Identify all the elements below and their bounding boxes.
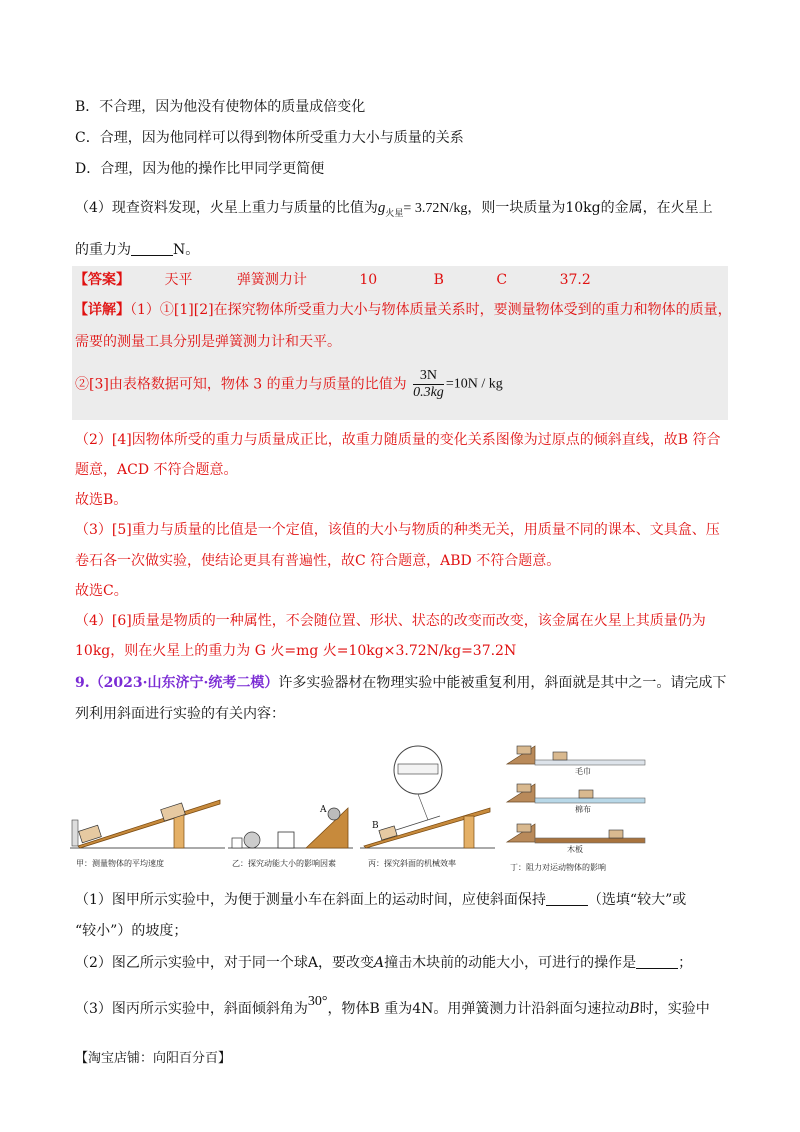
question-4: [75, 198, 713, 224]
part4-line-2: 10kg，则在火星上的重力为 G 火=mg 火=10kg×3.72N/kg=37.2N: [75, 643, 517, 659]
part2-line-1: （2）[4]因物体所受的重力与质量成正比，故重力随质量的变化关系图像为过原点的倾斜直线，故B 符合: [75, 432, 721, 448]
formula-value: = 3.72N/kg: [403, 201, 468, 216]
part4-line-1: （4）[6]质量是物质的一种属性，不会随位置、形状、状态的改变而改变，该金属在火星上其质量仍为: [75, 613, 706, 629]
detail-line-1: [74, 300, 732, 320]
option-d: D．合理，因为他的操作比甲同学更简便: [75, 161, 325, 177]
question-9: [75, 673, 726, 693]
q9-part2-end: ；: [678, 955, 693, 971]
answer-line: [74, 270, 591, 290]
part2-line-3: 故选B。: [75, 492, 128, 508]
figure-bing: [360, 744, 495, 850]
question-number: 9.: [75, 675, 90, 691]
answer-blank: [636, 954, 678, 969]
q9-part2-text: （2）图乙所示实验中，对于同一个球A，要改变: [75, 955, 375, 971]
question-source: （2023·山东济宁·统考二模）: [89, 675, 279, 691]
figure-jia-caption: 甲：测量物体的平均速度: [76, 859, 164, 868]
answer-item: 弹簧测力计: [236, 272, 307, 288]
detail-line-3: [75, 368, 503, 401]
figure-yi: [228, 798, 353, 850]
figure-ding: [505, 738, 650, 860]
part3-line-2: 卷石各一次做实验，使结论更具有普遍性，故C 符合题意，ABD 不符合题意。: [75, 553, 561, 569]
q9-part1-text: （1）图甲所示实验中，为便于测量小车在斜面上的运动时间，应使斜面保持: [75, 892, 546, 908]
answer-tag: 【答案】: [74, 272, 130, 288]
q9-part3-angle: 30°: [307, 994, 328, 1009]
label-maojin: 毛巾: [575, 767, 591, 776]
detail-text: ②[3]由表格数据可知，物体 3 的重力与质量的比值为: [75, 376, 407, 393]
q9-part1: [75, 890, 686, 910]
figure-ding-caption: 丁：阻力对运动物体的影响: [510, 863, 606, 872]
fraction-denominator: 0.3kg: [413, 385, 444, 400]
q9-part3-end: 时，实验中: [639, 1001, 710, 1017]
q4-suffix: ，则一块质量为10kg的金属，在火星上: [467, 200, 713, 216]
detail-tag: 【详解】: [74, 302, 130, 318]
answer-item: 天平: [164, 272, 193, 288]
detail-line-2: 需要的测量工具分别是弹簧测力计和天平。: [75, 334, 341, 350]
answer-item: B: [433, 272, 444, 288]
formula-sub: 火星: [385, 208, 404, 219]
label-a: A: [320, 805, 327, 815]
q9-part3-var: B: [629, 1001, 640, 1017]
q9-part3-text: （3）图丙所示实验中，斜面倾斜角为: [75, 1001, 308, 1017]
q4-line2-post: N。: [173, 242, 200, 258]
part3-line-1: （3）[5]重力与质量的比值是一个定值，该值的大小与物质的种类无关，用质量不同的课本、文具盒、压: [75, 522, 720, 538]
figure-yi-caption: 乙：探究动能大小的影响因素: [232, 859, 336, 868]
answer-blank: [546, 891, 588, 906]
q9-part1-line2: “较小”）的坡度；: [75, 923, 188, 939]
answer-item: 10: [359, 272, 378, 288]
question-4-line2: [75, 240, 199, 260]
figure-bing-caption: 丙：探究斜面的机械效率: [368, 859, 456, 868]
fraction: [413, 368, 444, 401]
q9-part2-text2: 撞击木块前的动能大小，可进行的操作是: [384, 955, 637, 971]
q9-part3-text2: ，物体B 重为4N。用弹簧测力计沿斜面匀速拉动: [327, 1001, 630, 1017]
option-b: B．不合理，因为他没有使物体的质量成倍变化: [75, 99, 366, 115]
q4-prefix: （4）现查资料发现，火星上重力与质量的比值为: [75, 200, 378, 216]
formula-g: g: [377, 200, 386, 216]
label-muban: 木板: [567, 845, 583, 854]
fraction-numerator: 3N: [413, 368, 444, 385]
answer-item: 37.2: [559, 272, 591, 288]
q9-part2: [75, 953, 692, 973]
label-b: B: [372, 821, 379, 831]
figure-jia: [70, 770, 225, 850]
footer: 【淘宝店铺：向阳百分百】: [75, 1051, 232, 1066]
answer-item: C: [496, 272, 508, 288]
q9-part1-text2: （选填“较大”或: [587, 892, 687, 908]
question-text: 许多实验器材在物理实验中能被重复利用，斜面就是其中之一。请完成下: [278, 675, 727, 691]
option-c: C．合理，因为他同样可以得到物体所受重力大小与质量的关系: [75, 130, 464, 146]
label-mianbu: 棉布: [575, 805, 591, 814]
answer-blank: [131, 241, 173, 256]
part3-line-3: 故选C。: [75, 583, 128, 599]
part2-line-2: 题意，ACD 不符合题意。: [75, 462, 238, 478]
q9-part3: [75, 992, 710, 1019]
detail-text: （1）①[1][2]在探究物体所受重力大小与物体质量关系时，要测量物体受到的重力和物体的质量，: [130, 302, 732, 318]
question-9-line2: 列利用斜面进行实验的有关内容：: [75, 706, 285, 722]
fraction-result: =10N / kg: [445, 376, 503, 392]
q9-part2-var: A: [374, 955, 385, 971]
q4-line2-pre: 的重力为: [75, 242, 131, 258]
